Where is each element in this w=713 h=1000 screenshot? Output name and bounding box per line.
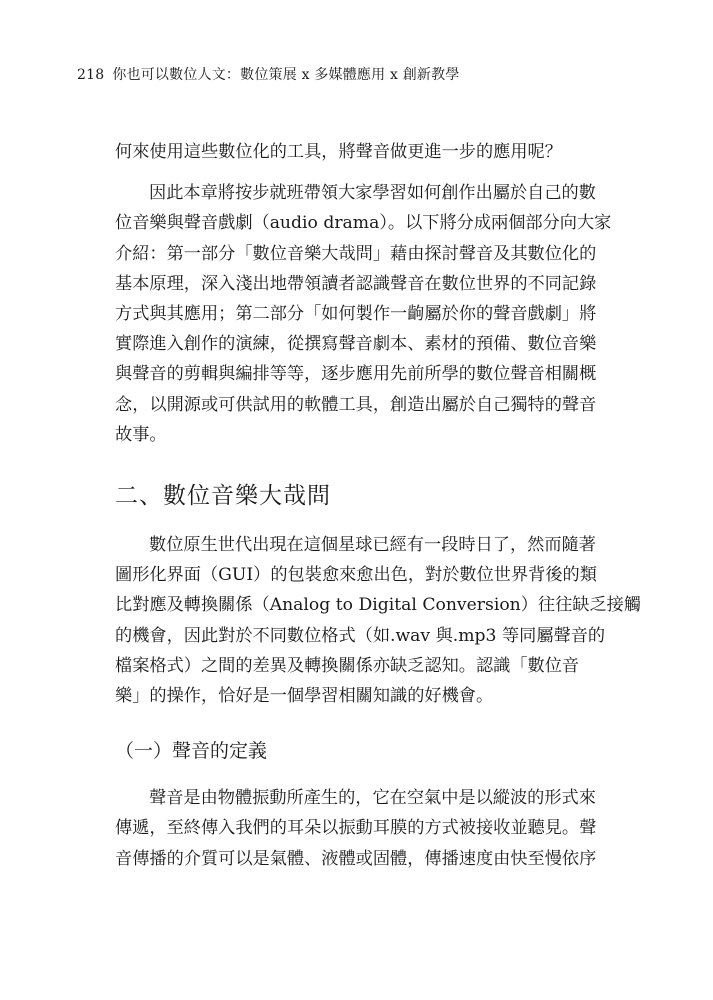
paragraph-digital-natives bbox=[115, 530, 642, 711]
text-line: 實際進入創作的演練，從撰寫聲音劇本、素材的預備、數位音樂 bbox=[115, 334, 597, 355]
page-header bbox=[77, 66, 460, 84]
text-line: 圖形化界面（GUI）的包裝愈來愈出色，對於數位世界背後的類 bbox=[115, 565, 597, 586]
text-line: 故事。 bbox=[115, 424, 167, 445]
section-gap bbox=[115, 450, 578, 481]
text-line: 位音樂與聲音戲劇（audio drama）。以下將分成兩個部分向大家 bbox=[115, 213, 612, 234]
section-gap bbox=[115, 711, 578, 736]
section-gap bbox=[115, 766, 578, 783]
text-line: 念，以開源或可供試用的軟體工具，創造出屬於自己獨特的聲音 bbox=[115, 394, 597, 415]
section-heading: 二、數位音樂大哉問 bbox=[115, 483, 331, 510]
text-line: 基本原理，深入淺出地帶領讀者認識聲音在數位世界的不同記錄 bbox=[115, 273, 597, 294]
text-line: 比對應及轉換關係（Analog to Digital Conversion）往往缺乏接觸 bbox=[115, 595, 642, 616]
text-line: 何來使用這些數位化的工具，將聲音做更進一步的應用呢？ bbox=[115, 142, 562, 162]
text-line: 音傳播的介質可以是氣體、液體或固體，傳播速度由快至慢依序 bbox=[115, 848, 597, 869]
text-line: 樂」的操作，恰好是一個學習相關知識的好機會。 bbox=[115, 686, 494, 707]
text-line: 的機會，因此對於不同數位格式（如.wav 與.mp3 等同屬聲音的 bbox=[115, 625, 606, 646]
text-line: 與聲音的剪輯與編排等等，逐步應用先前所學的數位聲音相關概 bbox=[115, 364, 597, 385]
page-body bbox=[115, 137, 642, 874]
text-line: 聲音是由物體振動所產生的，它在空氣中是以縱波的形式來 bbox=[149, 788, 596, 809]
text-line: 數位原生世代出現在這個星球已經有一段時日了，然而隨著 bbox=[149, 535, 596, 556]
text-line: 傳遞，至終傳入我們的耳朵以振動耳膜的方式被接收並聽見。聲 bbox=[115, 818, 597, 839]
section-gap bbox=[115, 511, 578, 530]
text-line: 檔案格式）之間的差異及轉換關係亦缺乏認知。認識「數位音 bbox=[115, 655, 580, 676]
page-number: 218 bbox=[77, 67, 105, 83]
paragraph-chapter-overview bbox=[115, 178, 612, 450]
paragraph-intro-continuation bbox=[115, 137, 578, 167]
subsection-heading: （一）聲音的定義 bbox=[115, 740, 268, 763]
paragraph-gap bbox=[115, 167, 578, 178]
text-line: 因此本章將按步就班帶領大家學習如何創作出屬於自己的數 bbox=[149, 183, 596, 204]
text-line: 方式與其應用；第二部分「如何製作一齣屬於你的聲音戲劇」將 bbox=[115, 304, 597, 325]
paragraph-sound-definition bbox=[115, 783, 597, 874]
text-line: 介紹：第一部分「數位音樂大哉問」藉由探討聲音及其數位化的 bbox=[115, 243, 597, 264]
running-title: 你也可以數位人文：數位策展 x 多媒體應用 x 創新教學 bbox=[112, 67, 460, 83]
